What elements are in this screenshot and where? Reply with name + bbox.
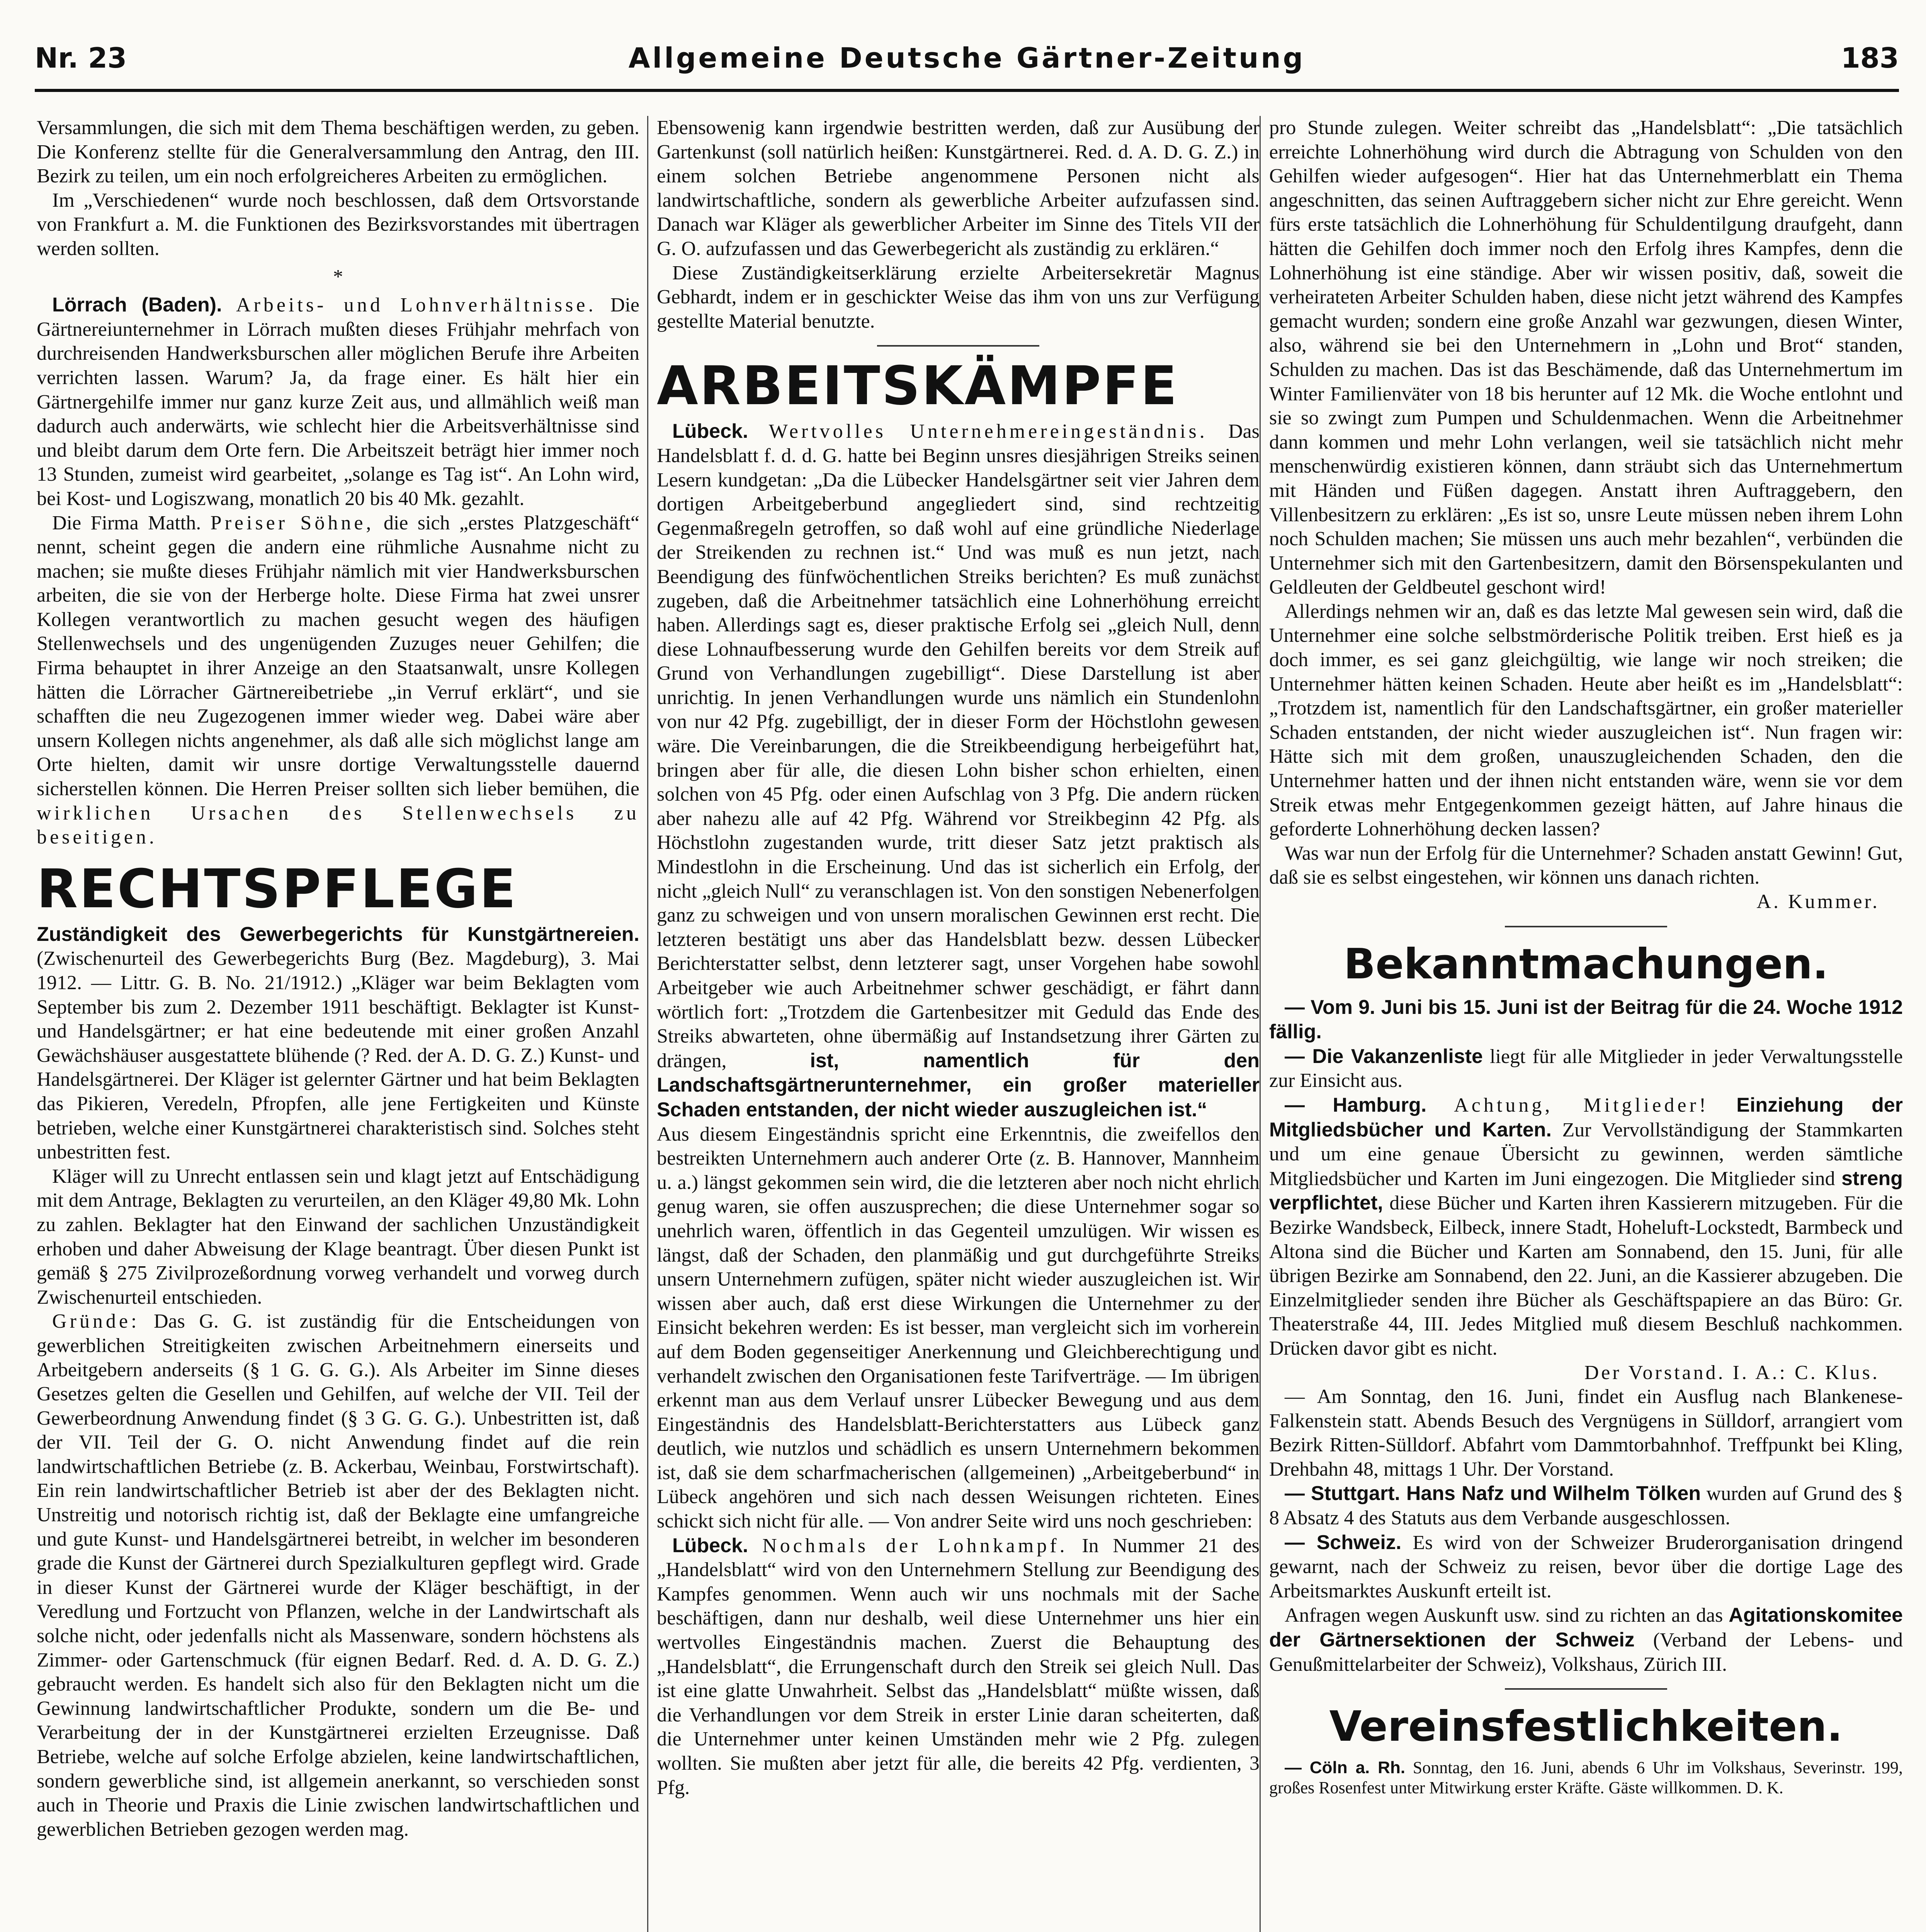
column-1 (37, 116, 639, 1932)
column-divider (647, 116, 648, 1932)
notice-bold: — Vom 9. Juni bis 15. Juni ist der Beitrag für die 24. Woche 1912 fällig. (1269, 996, 1903, 1043)
page-header (35, 31, 1899, 92)
reasons-label: Gründe: (52, 1310, 140, 1333)
section-heading-vereinsfestlichkeiten: Vereinsfestlichkeiten. (1329, 1702, 1843, 1751)
notice-bold: — Schweiz. (1285, 1531, 1402, 1554)
column-3 (1269, 116, 1903, 1932)
paragraph: Ebensowenig kann irgendwie bestritten werden, daß zur Ausübung der Gartenkunst (soll natürlich heißen: Kunstgärtnerei. Red. d. A. D. G. Z.) in einem solchen Betriebe angenommene Personen nicht als landwirtschaftliche, sondern als gewerbliche Arbeiter aufzufassen sind. Danach war Kläger als gewerblicher Arbeiter im Sinne des Titels VII der G. O. aufzufassen und das Gewerbegericht als zuständig zu erklären.“ (657, 117, 1260, 260)
paragraph-text: Die Firma Matth. (52, 512, 201, 534)
divider (1505, 926, 1667, 927)
author-signature: A. Kummer. (1756, 891, 1880, 913)
section-heading-bekanntmachungen: Bekanntmachungen. (1343, 940, 1829, 988)
notice (1269, 1481, 1903, 1530)
event-notice (1269, 1758, 1903, 1798)
paragraph-text: Das Handelsblatt f. d. d. G. hatte bei Beginn unsres diesjährigen Streiks seinen Lesern kundgetan: „Da die Lübecker Handelsgärtner seit vier Jahren dem dortigen Arbeitgeberbund angegliedert sind, sind rechtzeitig Gegenmaßregeln getroffen, so daß wohl auf eine gründliche Niederlage der Streikenden zu rechnen ist.“ Und was muß es nun jetzt, nach Beendigung des fünfwöchentlichen Streiks berichten? Es muß zunächst zugeben, daß die Arbeitnehmer tatsächlich eine Lohnerhöhung erreicht haben. Allerdings sagt es, dieser praktische Erfolg sei „gleich Null, denn diese Lohnaufbesserung wurde den Gehilfen bereits vor dem Streik auf Grund von Verhandlungen zugebilligt“. Diese Darstellung ist aber unrichtig. In jenen Verhandlungen wurde uns nämlich ein Stundenlohn von nur 42 Pfg. zugebilligt, der in dieser Form der Höchstlohn gewesen wäre. Die Vereinbarungen, die die Streikbeendigung herbeigeführt hat, bringen aber für alle, die diesen Lohn bisher schon erhielten, einen solchen von 45 Pfg. oder einen Aufschlag von 3 Pfg. Die andern rücken aber nahezu alle auf 42 Pfg. Während vor Streikbeginn 42 Pfg. als Höchstlohn zugestanden wurde, tritt dieser Satz jetzt praktisch als Mindestlohn in die Erscheinung. Und das ist sicherlich ein Erfolg, der nicht „gleich Null“ zu veranschlagen ist. Von den sonstigen Nebenerfolgen ganz zu schweigen und von unsern moralischen Gewinnen erst recht. Die letzteren bestätigt uns aber das Handelsblatt bezw. dessen Lübecker Berichterstatter selbst, denn letzterer sagt, unser Vorgehen habe sowohl Arbeitgeber wie auch Arbeitnehmer schwer geschädigt, er fährt dann wörtlich fort: „Trotzdem die Gartenbesitzer mit Geduld das Ende des Streiks abwarteten, ohne übermäßig auf Instandsetzung ihrer Gärten zu drängen, (657, 420, 1260, 1072)
notice-text: — Am Sonntag, den 16. Juni, findet ein Ausflug nach Blankenese-Falkenstein statt. Abends Besuch des Vergnügens in Sülldorf, arrangiert vom Bezirk Ritten-Sülldorf. Abfahrt vom Dammtorbahnhof. Treffpunkt bei Kling, Drehbahn 48, mittags 1 Uhr. (1269, 1386, 1903, 1480)
paragraph-text-spaced: wirklichen Ursachen des Stellenwechsels zu beseitigen. (37, 802, 639, 849)
paragraph: Diese Zuständigkeitserklärung erzielte Arbeitersekretär Magnus Gebhardt, indem er in geschickter Weise das ihm von uns zur Verfügung gestellte Material benutzte. (657, 262, 1260, 332)
paragraph-text: Das G. G. ist zuständig für die Entscheidungen von gewerblichen Streitigkeiten zwischen Arbeitnehmern einerseits und Arbeitgebern anderseits (§ 1 G. G. G.). Als Arbeiter im Sinne dieses Gesetzes gelten die Gesellen und Gehilfen, auf welche der VII. Teil der Gewerbeordnung Anwendung findet (§ 3 G. G. G.). Unbestritten ist, daß der VII. Teil der G. O. nicht Anwendung findet auf die rein landwirtschaftlichen Betriebe (z. B. Ackerbau, Weinbau, Forstwirtschaft). Ein rein landwirtschaftlicher Betrieb ist aber der des Beklagten nicht. Unstreitig und notorisch richtig ist, daß der Beklagte eine umfangreiche und gute Kunst- und Handelsgärtnerei betreibt, in welcher im besonderen grade die Kunst der Gärtnerei durch Spezialkulturen gepflegt wird. Grade in dieser Kunst der Gärtnerei wurde der Kläger beschäftigt, in der Veredlung und Fortzucht von Pflanzen, welche in der Landwirtschaft als solche nicht, oder jedenfalls nicht als Massenware, sondern höchstens als Zimmer- oder Gartenschmuck (für eignen Bedarf. Red. d. A. D. G. Z.) gebraucht werden. Es handelt sich also für den Beklagten nicht um die Gewinnung landwirtschaftlicher Produkte, sondern um die Be- und Verarbeitung der in der Kunstgärtnerei erzielten Erzeugnisse. Daß Betriebe, welche auf solche Erfolge abzielen, keine landwirtschaftlichen, sondern gewerbliche sind, ist allgemein anerkannt, so verschieden sonst auch in Theorie und Praxis die Linie zwischen landwirtschaftlichen und gewerblichen Betrieben gezogen werden mag. (37, 1310, 639, 1840)
paragraph-text: In Nummer 21 des „Handelsblatt“ wird von den Unternehmern Stellung zur Beendigung des Kampfes genommen. Wenn auch wir uns nochmals mit der Sache beschäftigen, dann nur deshalb, weil diese Unternehmer uns hier ein wertvolles Eingeständnis machen. Zuerst die Behauptung des „Handelsblatt“, die Errungenschaft durch den Streik sei gleich Null. Das ist eine glatte Unwahrheit. Selbst das „Handelsblatt“ müßte wissen, daß die Verhandlungen vor dem Streik in erster Linie daran scheiterten, daß die Unternehmer unter keinen Umständen mehr wie 2 Pfg. zulegen wollten. Sie mußten aber jetzt für alle, die bereits 42 Pfg. verdienten, 3 Pfg. (657, 1534, 1260, 1799)
paragraph: Kläger will zu Unrecht entlassen sein und klagt jetzt auf Entschädigung mit dem Antrage, Beklagten zu verurteilen, an den Kläger 49,80 Mk. Lohn zu zahlen. Beklagter hat den Einwand der sachlichen Unzuständigkeit erhoben und daher Abweisung der Klage beantragt. Über diesen Punkt ist gemäß § 275 Zivilprozeßordnung vorweg verhandelt und vorweg durch Zwischenurteil entschieden. (37, 1165, 639, 1308)
paragraph-text: (Zwischenurteil des Gewerbegerichts Burg (Bez. Magdeburg), 3. Mai 1912. — Littr. G. B. No. 21/1912.) „Kläger war beim Beklagten vom September bis zum 2. Dezember 1911 beschäftigt. Beklagter ist Kunst- und Handelsgärtner; er hat eine bedeutende mit einer großen Anzahl Gewächshäuser ausgestattete blühende (? Red. der A. D. G. Z.) Kunst- und Handelsgärtnerei. Der Kläger ist gelernter Gärtner und hat beim Beklagten das Pikieren, Veredeln, Pfropfen, alle jene Fertigkeiten und Künste betrieben, welche einer Kunstgärtnerei charakteristisch sind. Solches steht unbestritten fest. (37, 947, 639, 1163)
company-name: Preiser Söhne, (210, 512, 374, 534)
article-subject: Wertvolles Unternehmereingeständnis. (768, 420, 1208, 443)
notice-bold: streng verpflichtet, (1269, 1167, 1903, 1214)
paragraph: Aus diesem Eingeständnis spricht eine Erkenntnis, die zweifellos den bestreikten Unternehmern auch anderer Orte (z. B. Hannover, Mannheim u. a.) längst gekommen sein wird, die die letzteren aber noch nicht ehrlich genug waren, sie offen auszusprechen; die diese Unternehmer sogar so unehrlich waren, öffentlich in das Gegenteil umzulügen. Wir wissen es längst, daß der Schaden, den planmäßig und gut durchgeführte Streiks unsern Unternehmern zufügen, später nicht wieder auszugleichen ist. Wir wissen aber auch, daß erst diese Wirkungen die Unternehmer zu der Einsicht bekehren werden: Es ist besser, man vergleicht sich im vorherein auf dem Boden gegenseitiger Anerkennung und Gleichberechtigung und verhandelt zwischen den Organisationen feste Tarifverträge. — Im übrigen erkennt man aus dem Verlauf unsrer Lübecker Bewegung und aus dem Eingeständnis des Handelsblatt-Berichterstatters aus Lübeck ganz deutlich, wie nutzlos und schädlich es unsern Unternehmern bekommen ist, daß sie dem scharfmacherischen (allgemeinen) „Arbeitgeberbund“ in Lübeck angehören und sich nach dessen Weisungen richteten. Eines schickt sich nicht für alle. — Von andrer Seite wird uns noch geschrieben: (657, 1123, 1260, 1532)
article-court (37, 922, 639, 1165)
notice (1269, 995, 1903, 1044)
section-heading-arbeitskaempfe: ARBEITSKÄMPFE (657, 355, 1179, 417)
notice-signature: Der Vorstand. I. A.: C. Klus. (1584, 1361, 1880, 1384)
paragraph (37, 511, 639, 850)
divider (1505, 1688, 1667, 1690)
article-lead: Lörrach (Baden). (52, 294, 222, 316)
paragraph: pro Stunde zulegen. Weiter schreibt das „Handelsblatt“: „Die tatsächlich erreichte Lohnerhöhung wird durch die Abtragung von Schulden von den Gehilfen wieder aufgesogen“. Hier hat das Unternehmerblatt ein Thema angeschnitten, das seinen Auftraggebern sicher nicht zur Ehre gereicht. Wenn fürs erste tatsächlich die Lohnerhöhung für Schuldentilgung draufgeht, dann hätten die Gehilfen doch immer noch den Erfolg ihres Kampfes, denn die Lohnerhöhung ist eine ständige. Aber wir wissen positiv, daß, soweit die verheirateten Arbeiter Schulden haben, diese nicht jetzt während des Kampfes gemacht wurden; sondern eine große Anzahl war gezwungen, diesen Winter, also, während sie bei den Unternehmern in „Lohn und Brot“ standen, Schulden zu machen. Das ist das Beschämende, daß das Unternehmertum im Winter Familienväter von 18 bis herunter auf 12 Mk. die Woche entlohnt und sie so zwingt zum Pumpen und Schuldenmachen. Wenn die Arbeitnehmer dann kommen und mehr Lohn verlangen, weil sie tatsächlich nicht mehr menschenwürdig existieren können, dann sträubt sich das Unternehmertum mit Händen und Füßen dagegen. Anstatt ihren Auftraggebern, den Villenbesitzern zu erklären: „Es ist so, unsre Leute müssen neben ihrem Lohn noch Schulden machen; Sie müssen uns auch mehr bezahlen“, verbünden die Unternehmer sich mit den Gartenbesitzern, damit den Börsenspekulanten und Geldleuten der Geldbeutel geschont wird! (1269, 117, 1903, 599)
notice (1269, 1531, 1903, 1604)
notice-bold: — Stuttgart. Hans Nafz und Wilhelm Tölken (1285, 1482, 1701, 1505)
notice-bold: — Die Vakanzenliste (1285, 1045, 1483, 1068)
column-2 (657, 116, 1260, 1932)
notice-bold: — Hamburg. (1285, 1094, 1427, 1116)
divider (877, 345, 1039, 347)
article-luebeck-1 (657, 419, 1260, 1122)
paragraph-text: die sich „erstes Platzgeschäft“ nennt, scheint gegen die andern eine rühmliche Ausnahme nicht zu machen; sie mußte dieses Frühjahr nämlich mit vier Handwerksburschen arbeiten, die sie von der Herberge holte. Diese Firma hat zwei unsrer Kollegen verantwortlich zu machen gesucht wegen des häufigen Stellenwechsels und des ungenügenden Zuzuges neuer Gehilfen; die Firma behauptet in ihrer Anzeige an den Staatsanwalt, unsre Kollegen hätten die Lörracher Gärtnereibetriebe „in Verruf erklärt“, und sie schafften die neu Zugezogenen immer wieder weg. Dabei wäre aber unsern Kollegen nichts angenehmer, als daß alle sich möglichst lange am Orte hielten, damit wir unsre dortige Verwaltungsstelle dauernd sicherstellen können. Die Herren Preiser sollten sich lieber bemühen, die (37, 512, 639, 800)
notice-attention: Achtung, Mitglieder! (1454, 1094, 1709, 1116)
paragraph: Im „Verschiedenen“ wurde noch beschlossen, daß dem Ortsvorstande von Frankfurt a. M. die Funktionen des Bezirksvorstandes mit übertragen werden sollten. (37, 189, 639, 260)
article-lead: Zuständigkeit des Gewerbegerichts für Kunstgärtnereien. (37, 923, 639, 946)
section-heading-rechtspflege: RECHTSPFLEGE (37, 857, 517, 920)
paragraph-text: Die Gärtnereiunternehmer in Lörrach mußten dieses Frühjahr mehrfach von durchreisenden Handwerksburschen aller möglichen Berufe ihre Arbeiten verrichten lassen. Warum? Ja, da frage einer. Es hält hier ein Gärtnergehilfe immer nur ganz kurze Zeit aus, und allmählich weiß man dadurch auch anderwärts, wie schlecht hier die Arbeitsverhältnisse sind und bleibt darum dem Orte fern. Die Arbeitszeit beträgt hier immer noch 13 Stunden, zumeist wird gearbeitet, „solange es Tag ist“. An Lohn wird, bei Kost- und Logiszwang, monatlich 20 bis 40 Mk. gezahlt. (37, 294, 639, 510)
notice-text: Es wird von der Schweizer Bruderorganisation dringend gewarnt, nach der Schweiz zu reisen, bevor über die dortige Lage des Arbeitsmarktes Auskunft erteilt ist. (1269, 1531, 1903, 1602)
notice (1269, 1385, 1903, 1481)
section-separator: * (333, 265, 343, 288)
article-subject: Nochmals der Lohnkampf. (762, 1534, 1068, 1557)
notice-text: wurden auf Grund des § 8 Absatz 4 des Statuts aus dem Verbande ausgeschlossen. (1269, 1483, 1903, 1529)
notice-bold: Einziehung der Mitgliedsbücher und Karten. (1269, 1094, 1903, 1141)
article-loerrach (37, 293, 639, 511)
notice-signature: D. K. (1746, 1778, 1783, 1798)
notice-text: Zur Vervollständigung der Stammkarten und um eine genaue Übersicht zu gewinnen, werden sämtliche Mitgliedsbücher und Karten im Juni eingezogen. Die Mitglieder sind (1269, 1119, 1903, 1190)
notice-bold: — Cöln a. Rh. (1285, 1758, 1406, 1777)
notice-hamburg (1269, 1093, 1903, 1361)
column-divider (1260, 116, 1261, 1932)
notice-signature: Der Vorstand. (1503, 1458, 1614, 1480)
paragraph: Allerdings nehmen wir an, daß es das letzte Mal gewesen sein wird, daß die Unternehmer eine solche selbstmörderische Politik treiben. Erst hieß es ja doch immer, es sei ganz gleichgültig, wie lange wir noch streiken; die Unternehmer hätten keinen Schaden. Heute aber heißt es im „Handelsblatt“: „Trotzdem ist, namentlich für den Landschaftsgärtner, ein großer materieller Schaden entstanden, der nicht wieder auszugleichen ist“. Nun fragen wir: Hätte sich mit dem großen, unauszugleichenden Schaden, den die Unternehmer hatten und der ihnen nicht entstanden wäre, wenn sie vor dem Streik etwas mehr Entgegenkommen gezeigt hätten, auf Jahre hinaus die geforderte Lohnerhöhung decken lassen? (1269, 600, 1903, 840)
notice (1269, 1044, 1903, 1093)
notice-text: diese Bücher und Karten ihren Kassierern mitzugeben. Für die Bezirke Wandsbeck, Eilbeck, innere Stadt, Hoheluft-Lockstedt, Barmbeck und Altona sind die Bücher und Karten am Sonnabend, den 15. Juni, für alle übrigen Bezirke am Sonnabend, den 22. Juni, an die Kassierer abzugeben. Die Einzelmitglieder senden ihre Bücher als Geschäftspapiere an das Büro: Gr. Theaterstraße 44, III. Jedes Mitglied muß diesem Beschluß nachkommen. Drücken davor gibt es nicht. (1269, 1192, 1903, 1359)
paragraph (37, 1310, 639, 1842)
notice-text: Sonntag, den 16. Juni, abends 6 Uhr im Volkshaus, Severinstr. 199, großes Rosenfest unter Mitwirkung erster Kräfte. Gäste willkommen. (1269, 1758, 1903, 1798)
newspaper-title: Allgemeine Deutsche Gärtner-Zeitung (628, 42, 1306, 74)
article-luebeck-2 (657, 1534, 1260, 1800)
page-number: 183 (1841, 42, 1899, 74)
quote-bold: ist, namentlich für den Landschaftsgärtnerunternehmer, ein großer materieller Schaden entstanden, der nicht wieder auszugleichen ist.“ (657, 1049, 1260, 1121)
article-subject: Arbeits- und Lohnverhältnisse. (236, 294, 597, 316)
notice-bold: Agitationskomitee der Gärtnersektionen der Schweiz (1269, 1604, 1903, 1651)
notice-text: (Verband der Lebens- und Genußmittelarbeiter der Schweiz), Volkshaus, Zürich III. (1269, 1629, 1903, 1675)
paragraph: Was war nun der Erfolg für die Unternehmer? Schaden anstatt Gewinn! Gut, daß sie es selbst eingestehen, wir können uns danach richten. (1269, 842, 1903, 889)
notice (1269, 1603, 1903, 1677)
paragraph: Versammlungen, die sich mit dem Thema beschäftigen werden, zu geben. Die Konferenz stellte für die Generalversammlung den Antrag, den III. Bezirk zu teilen, um ein noch erfolgreicheres Arbeiten zu ermöglichen. (37, 117, 639, 187)
notice-text: Anfragen wegen Auskunft usw. sind zu richten an das (1285, 1604, 1723, 1627)
article-lead: Lübeck. (672, 420, 748, 443)
article-lead: Lübeck. (672, 1534, 748, 1557)
notice-text: liegt für alle Mitglieder in jeder Verwaltungsstelle zur Einsicht aus. (1269, 1045, 1903, 1092)
issue-number: Nr. 23 (35, 42, 127, 74)
